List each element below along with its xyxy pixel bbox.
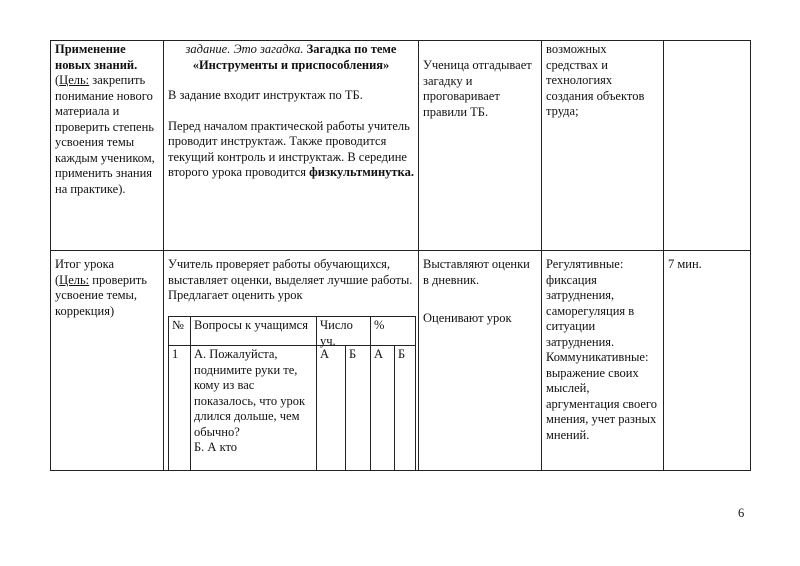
- uud-p1: Регулятивные: фиксация затруднения, саморегуляция в ситуации затруднения.: [546, 257, 635, 349]
- page-number: 6: [738, 506, 745, 520]
- uud-cell: [542, 256, 663, 444]
- header-count: Число уч.: [320, 318, 353, 348]
- teacher-p2: [168, 119, 414, 181]
- riddle-title: Загадка по теме «Инструменты и приспособления»: [192, 42, 397, 72]
- student-cell: [419, 256, 541, 328]
- question-a: А. Пожалуйста, поднимите руки те, кому из вас показалось, что урок длился дольше, чем обычно?: [194, 347, 306, 439]
- student-p1: Выставляют оценки в дневник.: [423, 257, 530, 287]
- header-num: №: [172, 318, 184, 332]
- teacher-cell: [164, 256, 418, 305]
- teacher-p2: Предлагает оценить урок: [168, 288, 303, 302]
- col-b1: Б: [349, 347, 357, 361]
- stage-cell: [51, 41, 163, 198]
- teacher-p1: В задание входит инструктаж по ТБ.: [168, 88, 363, 102]
- student-cell: Ученица отгадывает загадку и проговаривает правили ТБ.: [423, 58, 532, 119]
- col-a2: А: [374, 347, 384, 361]
- teacher-p1: Учитель проверяет работы обучающихся, выставляет оценки, выделяет лучшие работы.: [168, 257, 413, 287]
- col-a1: А: [320, 347, 330, 361]
- question-b: Б. А кто: [194, 440, 238, 454]
- stage-cell: [51, 256, 163, 320]
- col-b2: Б: [398, 347, 406, 361]
- uud-p2: Коммуникативные: выражение своих мыслей, аргументация своего мнения, учет разных мнений.: [546, 350, 657, 442]
- goal-text: закрепить понимание нового материала и проверить степень усвоения темы каждым учеником, применить знания на практике).: [55, 73, 155, 196]
- time-cell: 7 мин.: [668, 257, 702, 271]
- stage-title: Итог урока: [55, 257, 115, 271]
- uud-cell: возможных средствах и технологиях создания объектов труда;: [546, 42, 645, 118]
- goal-label: Цель:: [59, 73, 90, 87]
- stage-title: Применение новых знаний.: [55, 42, 138, 72]
- paren: (: [55, 73, 60, 87]
- teacher-italic: задание. Это загадка.: [185, 42, 304, 56]
- goal-label: Цель:: [59, 272, 90, 287]
- teacher-cell: [164, 41, 418, 182]
- student-p2: Оценивают урок: [423, 311, 512, 325]
- row-question: [191, 347, 316, 456]
- teacher-p2-text: Перед началом практической работы учитель проводит инструктаж. Также проводится текущий контроль и инструктаж. В середине второго урока проводится: [168, 118, 410, 179]
- header-question: Вопросы к учащимся: [194, 318, 308, 332]
- row-num: 1: [172, 347, 179, 361]
- goal-text: проверить усвоение темы, коррекция): [55, 272, 147, 318]
- paren: (: [55, 272, 60, 287]
- teacher-p2-bold: физкультминутка.: [309, 165, 414, 179]
- header-percent: %: [374, 318, 385, 332]
